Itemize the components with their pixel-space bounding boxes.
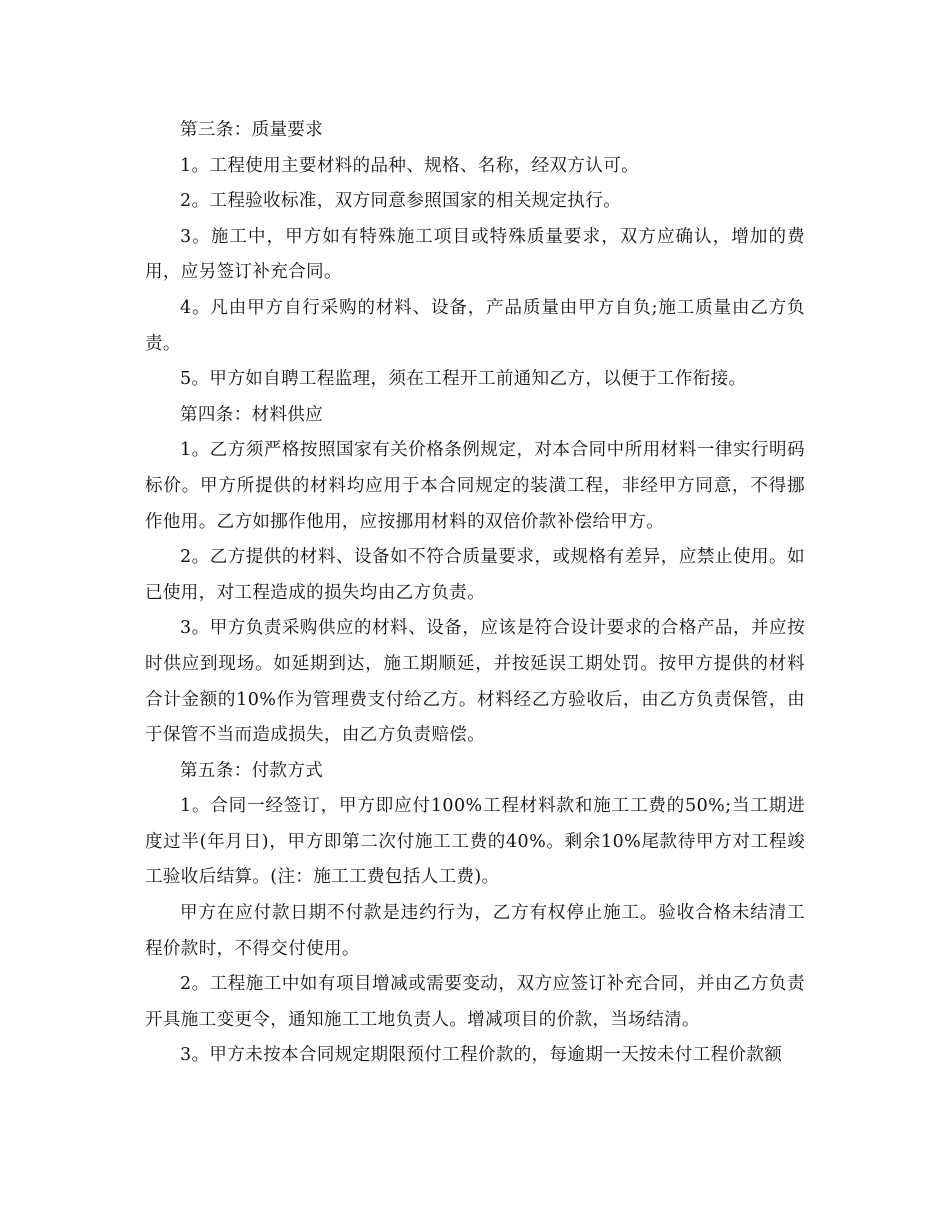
clause-3-5: 5。甲方如自聘工程监理，须在工程开工前通知乙方，以便于工作衔接。: [180, 369, 747, 390]
section-heading-3: 第三条：质量要求: [180, 120, 324, 140]
clause-3-1: 1。工程使用主要材料的品种、规格、名称，经双方认可。: [180, 155, 640, 176]
document-body: [145, 113, 805, 1074]
clause-3-4: 4。凡由甲方自行采购的材料、设备，产品质量由甲方自负;施工质量由乙方负责。: [145, 297, 805, 354]
clause-4-2: 2。乙方提供的材料、设备如不符合质量要求，或规格有差异，应禁止使用。如已使用，对工程造成的损失均由乙方负责。: [145, 547, 805, 603]
clause-5-1: 1。合同一经签订，甲方即应付100%工程材料款和施工工费的50%;当工期进度过半(年月日)，甲方即第二次付施工工费的40%。剩余10%尾款待甲方对工程竣工验收后结算。(注：施工工费包括人工费)。: [145, 796, 805, 888]
section-heading-4: 第四条：材料供应: [180, 404, 324, 425]
clause-5-3: 3。甲方未按本合同规定期限预付工程价款的，每逾期一天按未付工程价款额: [180, 1045, 783, 1066]
clause-5-1-note: 甲方在应付款日期不付款是违约行为，乙方有权停止施工。验收合格未结清工程价款时，不得交付使用。: [145, 903, 805, 959]
clause-5-2: 2。工程施工中如有项目增减或需要变动，双方应签订补充合同，并由乙方负责开具施工变更令，通知施工工地负责人。增减项目的价款，当场结清。: [145, 974, 805, 1030]
section-heading-5: 第五条：付款方式: [180, 760, 324, 781]
clause-3-3: 3。施工中，甲方如有特殊施工项目或特殊质量要求，双方应确认，增加的费用，应另签订补充合同。: [145, 226, 805, 283]
clause-3-2: 2。工程验收标准，双方同意参照国家的相关规定执行。: [180, 191, 622, 212]
clause-4-3: 3。甲方负责采购供应的材料、设备，应该是符合设计要求的合格产品，并应按时供应到现场。如延期到达，施工期顺延，并按延误工期处罚。按甲方提供的材料合计金额的10%作为管理费支付给乙方。材料经乙方验收后，由乙方负责保管，由于保管不当而造成损失，由乙方负责赔偿。: [145, 618, 805, 746]
clause-4-1: 1。乙方须严格按照国家有关价格条例规定，对本合同中所用材料一律实行明码标价。甲方所提供的材料均应用于本合同规定的装潢工程，非经甲方同意，不得挪作他用。乙方如挪作他用，应按挪用材料的双倍价款补偿给甲方。: [145, 440, 805, 532]
